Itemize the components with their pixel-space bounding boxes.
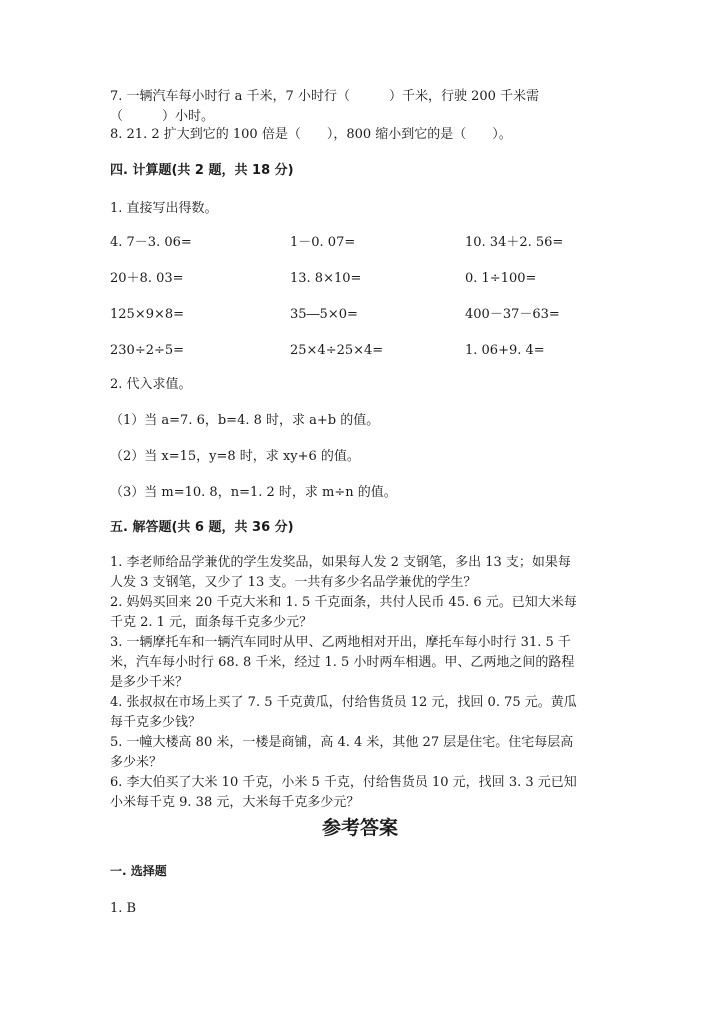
calc-item: 400－37－63= [465,307,560,322]
q2-item: （1）当 a=7. 6，b=4. 8 时，求 a+b 的值。 [110,413,380,428]
answers-section1-heading: 一. 选择题 [110,864,167,878]
answer-item: 1. B [110,901,137,916]
answers-title: 参考答案 [321,817,398,839]
fill-in-q7-line2: （ ）小时。 [110,109,215,124]
calc-item: 13. 8×10= [290,271,362,286]
problem-line: 人发 3 支钢笔，又少了 13 支。一共有多少名品学兼优的学生？ [110,575,477,590]
problem-line: 千克 2. 1 元，面条每千克多少元？ [110,615,313,630]
problem-line: 多少米？ [110,755,163,770]
problem-line: 米，汽车每小时行 68. 8 千米，经过 1. 5 小时两车相遇。甲、乙两地之间的路程 [110,655,575,670]
calc-item: 4. 7－3. 06= [110,235,192,250]
section4-q2-title: 2. 代入求值。 [110,377,192,392]
calc-item: 10. 34＋2. 56= [465,235,564,250]
problem-line: 是多少千米？ [110,675,189,690]
calc-item: 25×4÷25×4= [290,343,384,358]
problem-line: 6. 李大伯买了大米 10 千克，小米 5 千克，付给售货员 10 元，找回 3. 3 元已知 [110,775,577,790]
problem-line: 每千克多少钱？ [110,715,202,730]
calc-item: 0. 1÷100= [465,271,537,286]
section4-heading: 四. 计算题(共 2 题，共 18 分) [110,163,294,178]
section5-heading: 五. 解答题(共 6 题，共 36 分) [110,520,294,535]
problem-line: 1. 李老师给品学兼优的学生发奖品，如果每人发 2 支钢笔，多出 13 支；如果每 [110,555,571,570]
calc-item: 35―5×0= [290,307,358,322]
fill-in-q8: 8. 21. 2 扩大到它的 100 倍是（ ），800 缩小到它的是（ ）。 [110,127,512,142]
calc-item: 125×9×8= [110,307,185,322]
q2-item: （2）当 x=15，y=8 时，求 xy+6 的值。 [110,449,360,464]
problem-line: 5. 一幢大楼高 80 米，一楼是商铺，高 4. 4 米，其他 27 层是住宅。住宅每层高 [110,735,574,750]
problem-line: 小米每千克 9. 38 元，大米每千克多少元？ [110,795,360,810]
calc-item: 20＋8. 03= [110,271,184,286]
calc-item: 1－0. 07= [290,235,356,250]
problem-line: 3. 一辆摩托车和一辆汽车同时从甲、乙两地相对开出，摩托车每小时行 31. 5 千 [110,635,571,650]
calc-item: 1. 06+9. 4= [465,343,545,358]
fill-in-q7-line1: 7. 一辆汽车每小时行 a 千米，7 小时行（ ）千米，行驶 200 千米需 [110,89,540,104]
calc-item: 230÷2÷5= [110,343,185,358]
problem-line: 2. 妈妈买回来 20 千克大米和 1. 5 千克面条，共付人民币 45. 6 元。已知大米每 [110,595,577,610]
problem-line: 4. 张叔叔在市场上买了 7. 5 千克黄瓜，付给售货员 12 元，找回 0. 75 元。黄瓜 [110,695,577,710]
q2-item: （3）当 m=10. 8，n=1. 2 时，求 m÷n 的值。 [110,485,397,500]
section4-q1-title: 1. 直接写出得数。 [110,201,218,216]
